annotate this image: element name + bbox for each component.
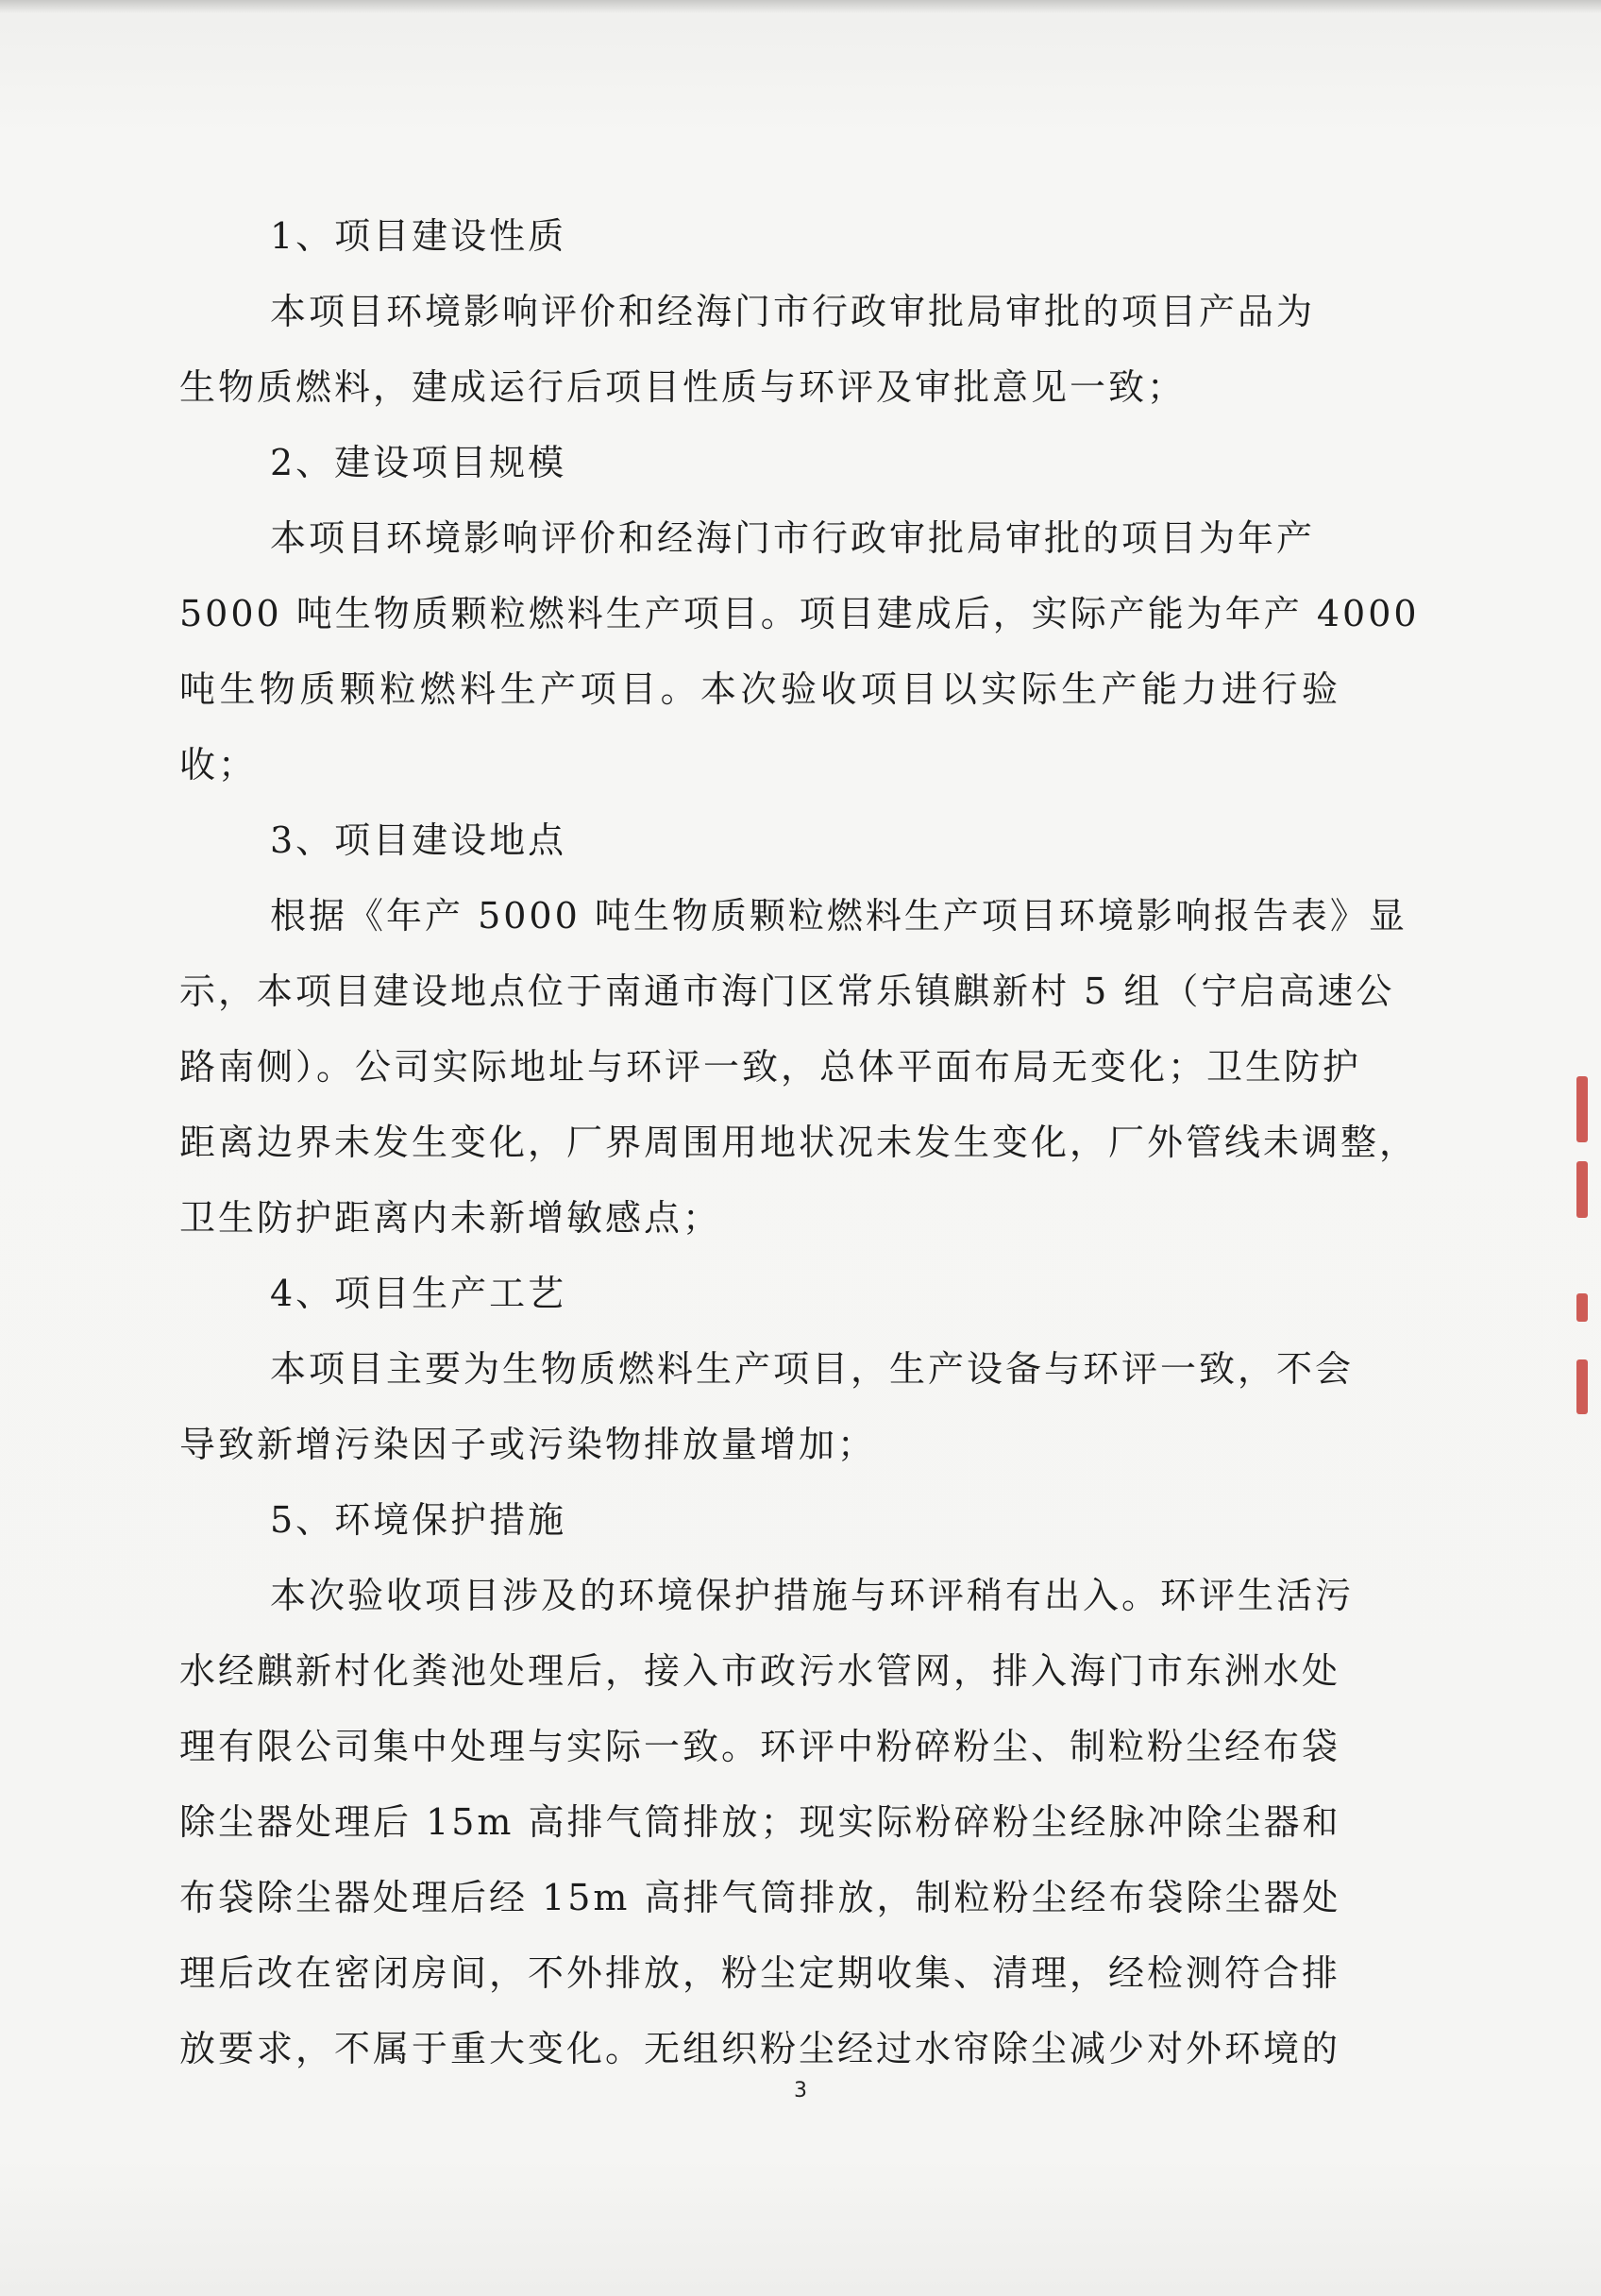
paragraph-line: 根据《年产 5000 吨生物质颗粒燃料生产项目环境影响报告表》显 (270, 895, 1407, 937)
paragraph-line: 放要求，不属于重大变化。无组织粉尘经过水帘除尘减少对外环境的 (179, 2028, 1341, 2069)
paragraph-line: 收； (179, 744, 258, 785)
section-heading-2: 2、建设项目规模 (270, 442, 567, 483)
section-heading-4: 4、项目生产工艺 (270, 1273, 567, 1314)
page-number: 3 (794, 2079, 807, 2102)
seal-stamp-edge (1575, 1076, 1592, 1416)
paragraph-line: 理后改在密闭房间，不外排放，粉尘定期收集、清理，经检测符合排 (179, 1952, 1341, 1994)
paragraph-line: 本项目主要为生物质燃料生产项目，生产设备与环评一致，不会 (270, 1348, 1355, 1390)
paragraph-line: 生物质燃料，建成运行后项目性质与环评及审批意见一致； (179, 366, 1187, 408)
scan-edge-shadow (0, 0, 1601, 13)
document-body (179, 198, 1420, 2086)
paragraph-line: 理有限公司集中处理与实际一致。环评中粉碎粉尘、制粒粉尘经布袋 (179, 1726, 1341, 1767)
section-heading-3: 3、项目建设地点 (270, 819, 567, 861)
section-heading-5: 5、环境保护措施 (270, 1499, 567, 1541)
paragraph-line: 路南侧）。公司实际地址与环评一致，总体平面布局无变化；卫生防护 (179, 1046, 1362, 1088)
section-heading-1: 1、项目建设性质 (270, 215, 567, 257)
paragraph-line: 除尘器处理后 15m 高排气筒排放；现实际粉碎粉尘经脉冲除尘器和 (179, 1801, 1341, 1843)
paragraph-line: 吨生物质颗粒燃料生产项目。本次验收项目以实际生产能力进行验 (179, 668, 1340, 710)
paragraph-line: 5000 吨生物质颗粒燃料生产项目。项目建成后，实际产能为年产 4000 (179, 593, 1420, 634)
paragraph-line: 本项目环境影响评价和经海门市行政审批局审批的项目产品为 (270, 291, 1316, 332)
paragraph-line: 本项目环境影响评价和经海门市行政审批局审批的项目为年产 (270, 517, 1316, 559)
paragraph-line: 本次验收项目涉及的环境保护措施与环评稍有出入。环评生活污 (270, 1575, 1355, 1616)
paragraph-line: 距离边界未发生变化，厂界周围用地状况未发生变化，厂外管线未调整， (179, 1122, 1419, 1163)
paragraph-line: 布袋除尘器处理后经 15m 高排气筒排放，制粒粉尘经布袋除尘器处 (179, 1877, 1341, 1918)
paragraph-line: 水经麒新村化粪池处理后，接入市政污水管网，排入海门市东洲水处 (179, 1650, 1341, 1692)
paragraph-line: 示，本项目建设地点位于南通市海门区常乐镇麒新村 5 组（宁启高速公 (179, 971, 1395, 1012)
paragraph-line: 卫生防护距离内未新增敏感点； (179, 1197, 722, 1239)
paragraph-line: 导致新增污染因子或污染物排放量增加； (179, 1424, 877, 1465)
